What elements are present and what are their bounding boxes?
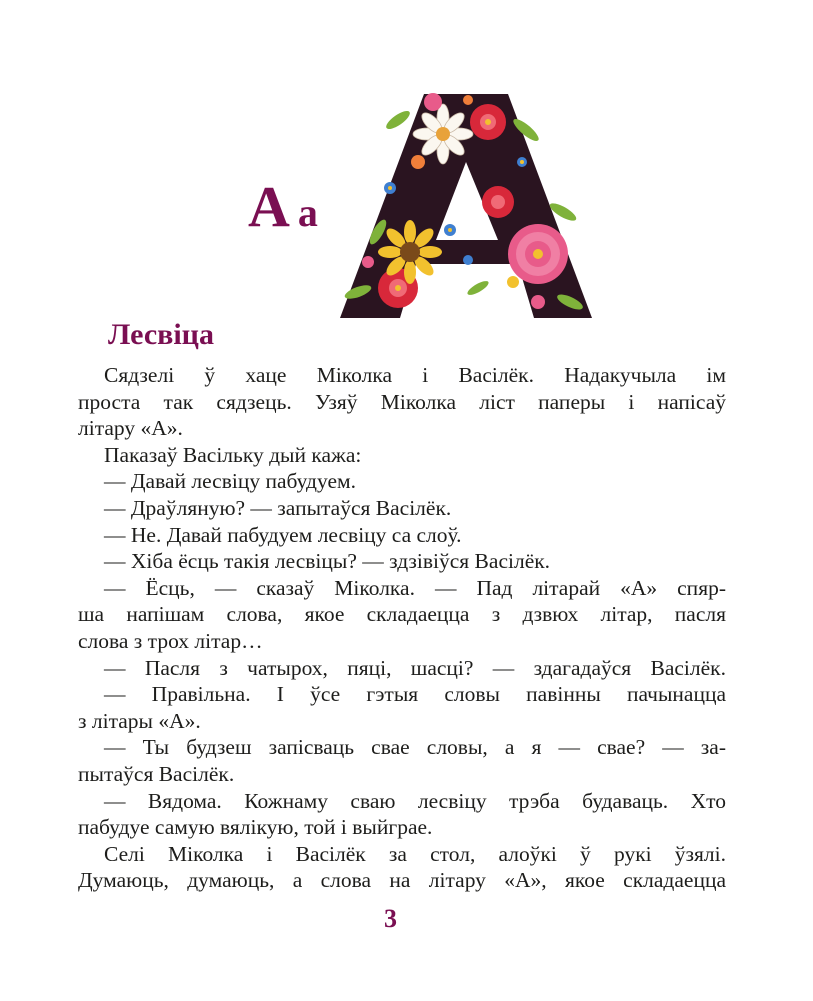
story-line: — Правільна. І ўсе гэтыя словы павінны пачынацца xyxy=(104,682,726,707)
story-line: з літары «А». xyxy=(78,708,201,733)
story-text xyxy=(78,362,726,894)
story-line: пытаўся Васілёк. xyxy=(78,761,235,786)
story-line: Паказаў Васільку дый кажа: xyxy=(104,442,362,467)
story-line: — Вядома. Кожнаму сваю лесвіцу трэба будаваць. Хто xyxy=(104,788,726,813)
story-line: пабудуе самую вялікую, той і выйграе. xyxy=(78,815,433,840)
letter-lower: а xyxy=(297,190,318,235)
story-line: — Давай лесвіцу пабудуем. xyxy=(104,469,356,494)
story-line: літару «А». xyxy=(78,416,183,441)
story-line: слова з трох літар… xyxy=(78,628,263,653)
story-title: Лесвіца xyxy=(108,318,214,351)
floral-letter-a-icon xyxy=(338,92,593,324)
story-line: Сядзелі ў хаце Міколка і Васілёк. Надакучыла ім xyxy=(104,363,726,387)
story-line: — Не. Давай пабудуем лесвіцу са слоў. xyxy=(104,522,462,547)
story-line: — Пасля з чатырох, пяці, шасці? — здагадаўся Васілёк. xyxy=(104,655,726,680)
story-line: Думаюць, думаюць, а слова на літару «А», якое складаецца xyxy=(78,868,726,893)
letter-heading xyxy=(248,174,318,239)
story-line: — Хіба ёсць такія лесвіцы? — здзівіўся Васілёк. xyxy=(104,549,551,574)
story-line: — Ты будзеш запісваць свае словы, а я — свае? — за- xyxy=(104,735,726,760)
story-line: — Ёсць, — сказаў Міколка. — Пад літарай «А» спяр- xyxy=(104,575,726,600)
letter-upper: А xyxy=(248,174,290,239)
story-line: ша напішам слова, якое складаецца з дзвюх літар, пасля xyxy=(78,602,726,627)
page-number: 3 xyxy=(384,904,397,933)
story-line: — Драўляную? — запытаўся Васілёк. xyxy=(104,495,452,520)
story-line: проста так сядзець. Узяў Міколка ліст паперы і напісаў xyxy=(78,389,726,414)
story-line: Селі Міколка і Васілёк за стол, алоўкі ў рукі ўзялі. xyxy=(104,841,726,866)
